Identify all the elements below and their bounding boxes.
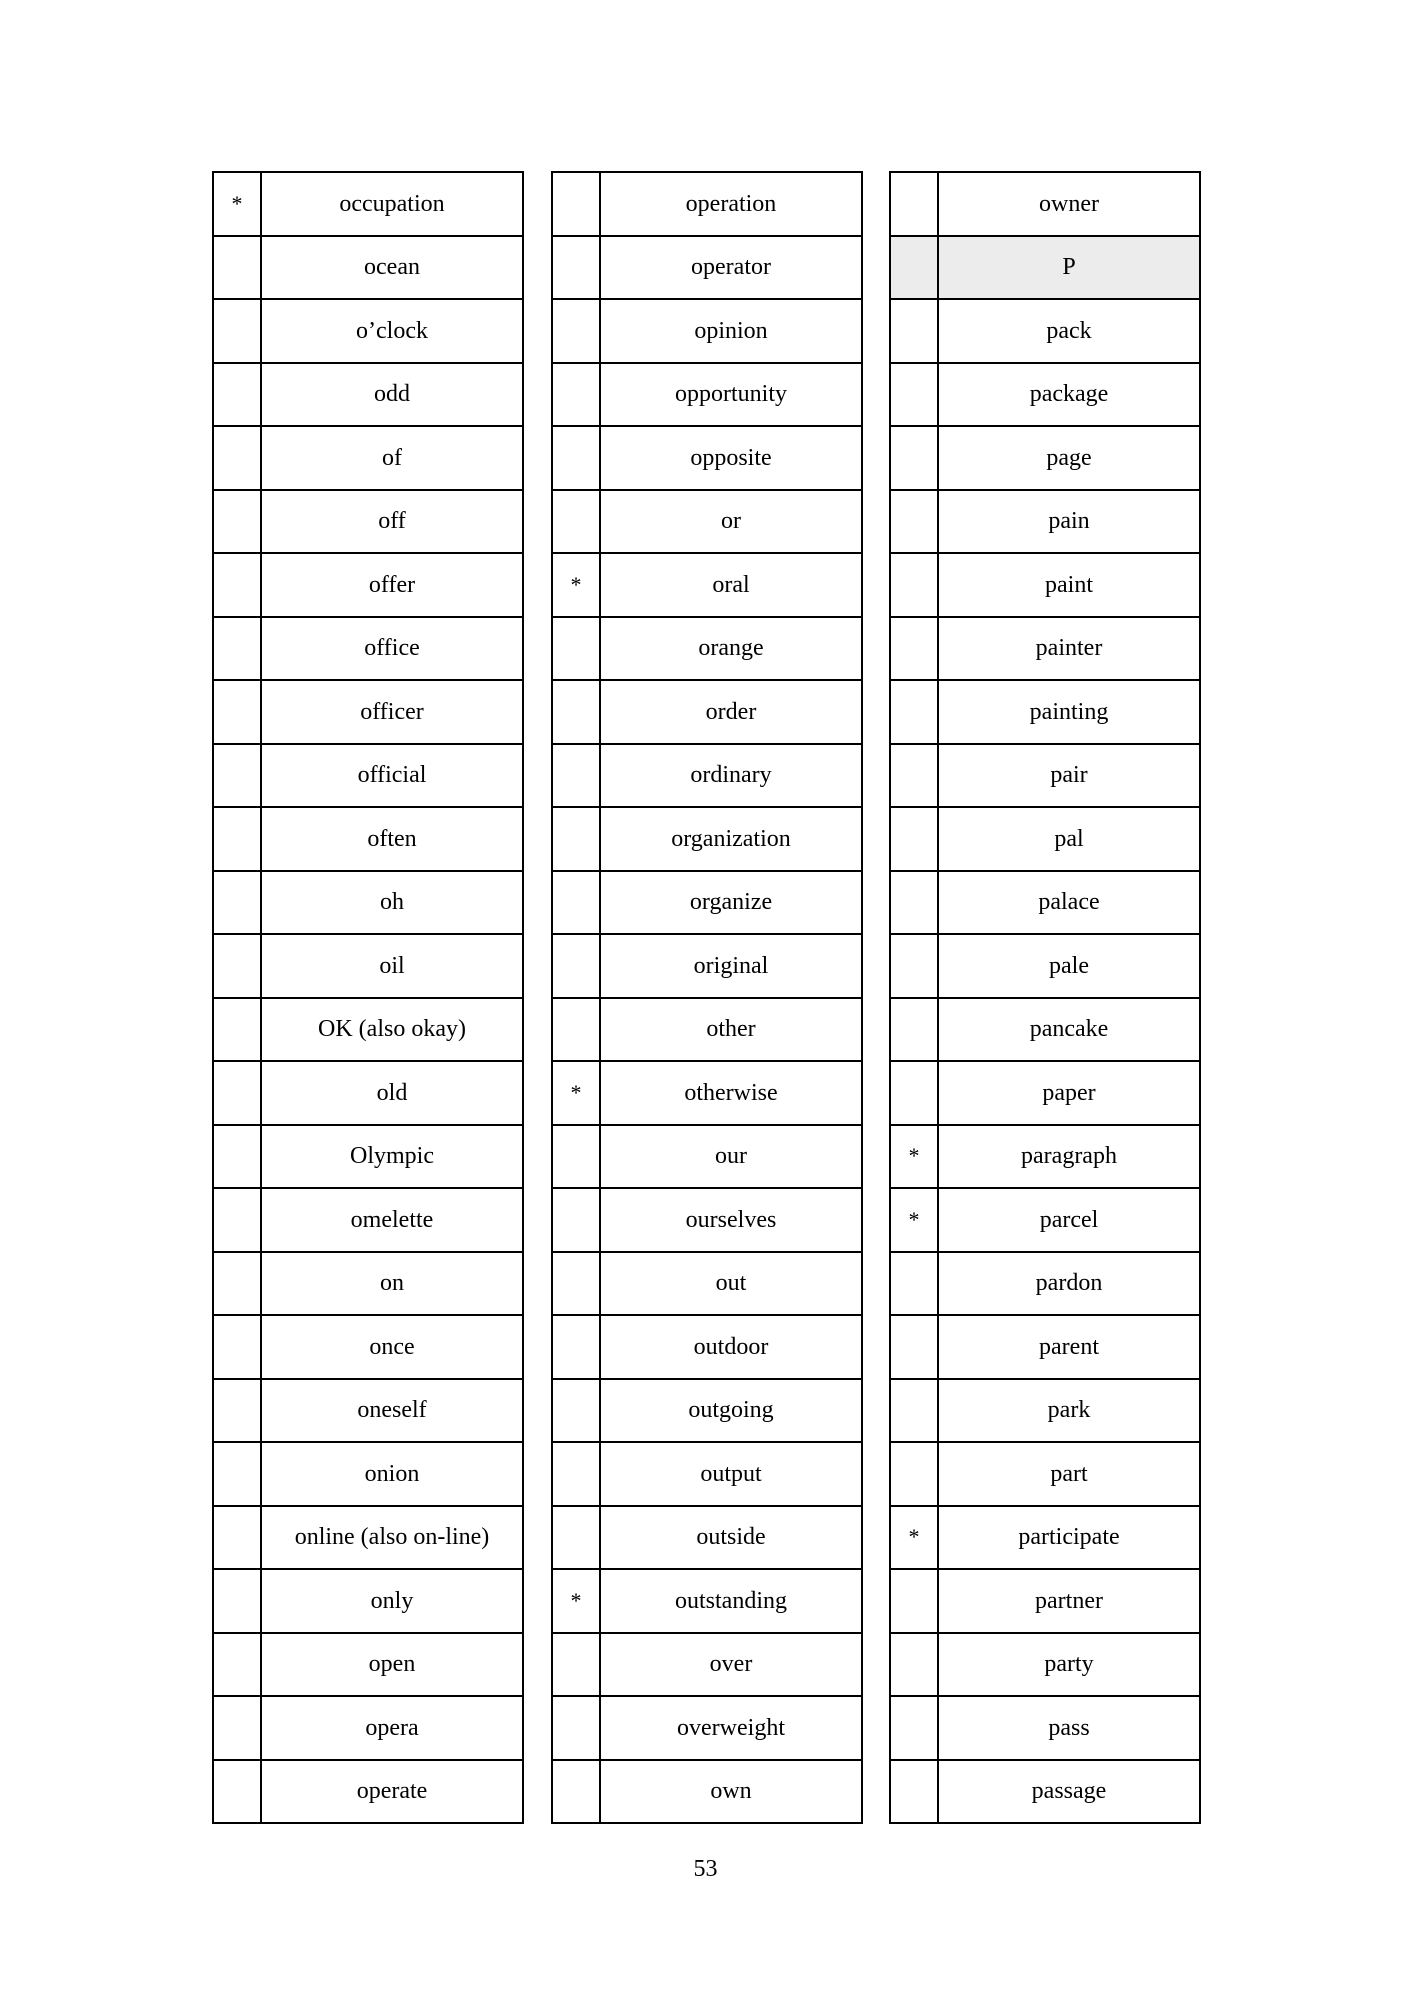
asterisk-mark-cell	[213, 1633, 261, 1697]
word-row	[890, 1315, 1200, 1379]
asterisk-mark-cell	[213, 680, 261, 744]
word-cell: ourselves	[600, 1188, 862, 1252]
word-row	[552, 934, 862, 998]
word-row	[552, 744, 862, 808]
word-row	[552, 1061, 862, 1125]
word-row	[213, 553, 523, 617]
asterisk-mark-cell	[552, 426, 600, 490]
word-cell: opposite	[600, 426, 862, 490]
asterisk-mark-cell	[213, 1125, 261, 1189]
word-row	[552, 871, 862, 935]
word-cell: outdoor	[600, 1315, 862, 1379]
word-cell: outstanding	[600, 1569, 862, 1633]
word-row	[890, 299, 1200, 363]
asterisk-mark-cell	[213, 490, 261, 554]
word-row	[213, 680, 523, 744]
asterisk-mark-cell	[213, 1379, 261, 1443]
word-cell: package	[938, 363, 1200, 427]
word-cell: online (also on-line)	[261, 1506, 523, 1570]
word-row	[213, 1061, 523, 1125]
asterisk-mark-cell	[213, 1569, 261, 1633]
asterisk-mark-cell	[552, 1379, 600, 1443]
word-cell: operate	[261, 1760, 523, 1824]
asterisk-mark-cell: *	[552, 1569, 600, 1633]
word-row	[213, 1252, 523, 1316]
word-row	[890, 1061, 1200, 1125]
asterisk-mark-cell	[890, 1252, 938, 1316]
asterisk-mark-cell	[890, 807, 938, 871]
word-cell: opera	[261, 1696, 523, 1760]
word-row	[213, 617, 523, 681]
word-row	[890, 1125, 1200, 1189]
word-cell: on	[261, 1252, 523, 1316]
asterisk-mark-cell	[213, 1696, 261, 1760]
word-row	[552, 1188, 862, 1252]
word-cell: passage	[938, 1760, 1200, 1824]
word-row	[552, 299, 862, 363]
word-row	[552, 1125, 862, 1189]
asterisk-mark-cell	[890, 871, 938, 935]
word-row	[552, 1315, 862, 1379]
word-row	[890, 1188, 1200, 1252]
word-row	[890, 871, 1200, 935]
word-cell: ocean	[261, 236, 523, 300]
word-row	[552, 363, 862, 427]
word-row	[890, 807, 1200, 871]
asterisk-mark-cell	[890, 1569, 938, 1633]
word-cell: oneself	[261, 1379, 523, 1443]
word-cell: old	[261, 1061, 523, 1125]
asterisk-mark-cell	[552, 617, 600, 681]
word-row	[890, 1506, 1200, 1570]
word-row	[213, 744, 523, 808]
word-cell: official	[261, 744, 523, 808]
asterisk-mark-cell	[213, 299, 261, 363]
word-row	[890, 1696, 1200, 1760]
asterisk-mark-cell	[552, 236, 600, 300]
word-cell: oil	[261, 934, 523, 998]
word-cell: painter	[938, 617, 1200, 681]
word-row	[213, 1633, 523, 1697]
word-row	[213, 426, 523, 490]
word-row	[890, 1252, 1200, 1316]
word-row	[213, 299, 523, 363]
word-row	[552, 490, 862, 554]
word-cell: pal	[938, 807, 1200, 871]
word-row	[213, 236, 523, 300]
asterisk-mark-cell	[890, 490, 938, 554]
word-row	[213, 1442, 523, 1506]
asterisk-mark-cell	[552, 1633, 600, 1697]
asterisk-mark-cell: *	[213, 172, 261, 236]
asterisk-mark-cell	[890, 617, 938, 681]
word-cell: ordinary	[600, 744, 862, 808]
asterisk-mark-cell	[552, 680, 600, 744]
asterisk-mark-cell	[552, 299, 600, 363]
word-cell: part	[938, 1442, 1200, 1506]
asterisk-mark-cell	[552, 1760, 600, 1824]
asterisk-mark-cell: *	[890, 1125, 938, 1189]
word-row	[213, 1569, 523, 1633]
asterisk-mark-cell	[890, 553, 938, 617]
word-cell: often	[261, 807, 523, 871]
word-row	[213, 1379, 523, 1443]
asterisk-mark-cell	[890, 236, 938, 300]
word-list-column-3	[889, 171, 1201, 1824]
word-row	[890, 934, 1200, 998]
word-row	[890, 998, 1200, 1062]
word-row	[552, 617, 862, 681]
asterisk-mark-cell	[213, 744, 261, 808]
asterisk-mark-cell	[890, 934, 938, 998]
word-row	[213, 1125, 523, 1189]
word-cell: paragraph	[938, 1125, 1200, 1189]
asterisk-mark-cell	[552, 744, 600, 808]
word-cell: orange	[600, 617, 862, 681]
asterisk-mark-cell	[552, 363, 600, 427]
asterisk-mark-cell	[213, 1315, 261, 1379]
asterisk-mark-cell	[213, 236, 261, 300]
word-row	[552, 236, 862, 300]
word-row	[890, 1569, 1200, 1633]
word-cell: pack	[938, 299, 1200, 363]
word-cell: operator	[600, 236, 862, 300]
word-cell: party	[938, 1633, 1200, 1697]
asterisk-mark-cell	[890, 680, 938, 744]
asterisk-mark-cell	[552, 934, 600, 998]
word-row	[213, 172, 523, 236]
asterisk-mark-cell	[213, 998, 261, 1062]
word-cell: parcel	[938, 1188, 1200, 1252]
word-row	[890, 426, 1200, 490]
asterisk-mark-cell	[552, 1506, 600, 1570]
word-row	[552, 1760, 862, 1824]
word-row	[890, 744, 1200, 808]
word-cell: once	[261, 1315, 523, 1379]
word-row	[213, 934, 523, 998]
letter-heading-row	[890, 236, 1200, 300]
word-cell: Olympic	[261, 1125, 523, 1189]
word-cell: occupation	[261, 172, 523, 236]
asterisk-mark-cell	[552, 1696, 600, 1760]
word-row	[890, 172, 1200, 236]
word-cell: offer	[261, 553, 523, 617]
word-cell: oh	[261, 871, 523, 935]
word-cell: over	[600, 1633, 862, 1697]
word-cell: pair	[938, 744, 1200, 808]
word-cell: outgoing	[600, 1379, 862, 1443]
asterisk-mark-cell	[213, 1506, 261, 1570]
word-cell: open	[261, 1633, 523, 1697]
asterisk-mark-cell	[552, 871, 600, 935]
word-cell: pain	[938, 490, 1200, 554]
word-cell: organize	[600, 871, 862, 935]
word-row	[890, 1633, 1200, 1697]
word-cell: painting	[938, 680, 1200, 744]
word-row	[213, 1315, 523, 1379]
word-row	[552, 998, 862, 1062]
word-row	[213, 807, 523, 871]
asterisk-mark-cell	[552, 1315, 600, 1379]
asterisk-mark-cell	[890, 1379, 938, 1443]
word-cell: officer	[261, 680, 523, 744]
asterisk-mark-cell	[890, 998, 938, 1062]
word-cell: or	[600, 490, 862, 554]
asterisk-mark-cell	[213, 1252, 261, 1316]
word-row	[552, 1442, 862, 1506]
word-row	[213, 490, 523, 554]
word-cell: only	[261, 1569, 523, 1633]
asterisk-mark-cell	[552, 807, 600, 871]
word-row	[213, 1760, 523, 1824]
asterisk-mark-cell	[890, 1696, 938, 1760]
word-cell: opinion	[600, 299, 862, 363]
word-row	[213, 1188, 523, 1252]
word-cell: opportunity	[600, 363, 862, 427]
letter-heading-cell: P	[938, 236, 1200, 300]
asterisk-mark-cell	[890, 299, 938, 363]
word-row	[890, 617, 1200, 681]
word-row	[552, 1252, 862, 1316]
word-cell: organization	[600, 807, 862, 871]
asterisk-mark-cell: *	[552, 1061, 600, 1125]
asterisk-mark-cell	[213, 1442, 261, 1506]
word-cell: OK (also okay)	[261, 998, 523, 1062]
word-cell: output	[600, 1442, 862, 1506]
word-list-column-1	[212, 171, 524, 1824]
word-row	[890, 553, 1200, 617]
word-cell: operation	[600, 172, 862, 236]
word-cell: paint	[938, 553, 1200, 617]
asterisk-mark-cell	[213, 553, 261, 617]
word-row	[552, 553, 862, 617]
asterisk-mark-cell	[213, 426, 261, 490]
asterisk-mark-cell	[552, 1188, 600, 1252]
word-cell: partner	[938, 1569, 1200, 1633]
word-row	[552, 426, 862, 490]
word-cell: our	[600, 1125, 862, 1189]
word-cell: omelette	[261, 1188, 523, 1252]
asterisk-mark-cell	[213, 617, 261, 681]
word-cell: order	[600, 680, 862, 744]
asterisk-mark-cell	[213, 807, 261, 871]
asterisk-mark-cell	[552, 1125, 600, 1189]
page-number: 53	[693, 1856, 718, 1882]
asterisk-mark-cell	[890, 1760, 938, 1824]
asterisk-mark-cell	[890, 744, 938, 808]
word-cell: out	[600, 1252, 862, 1316]
word-row	[890, 680, 1200, 744]
word-row	[552, 680, 862, 744]
asterisk-mark-cell	[213, 1061, 261, 1125]
word-cell: oral	[600, 553, 862, 617]
word-cell: park	[938, 1379, 1200, 1443]
asterisk-mark-cell	[552, 1252, 600, 1316]
word-list-body	[890, 172, 1200, 1823]
asterisk-mark-cell	[213, 1188, 261, 1252]
word-cell: off	[261, 490, 523, 554]
word-list-body	[213, 172, 523, 1823]
asterisk-mark-cell	[213, 1760, 261, 1824]
word-cell: otherwise	[600, 1061, 862, 1125]
word-cell: pass	[938, 1696, 1200, 1760]
word-row	[552, 807, 862, 871]
word-list-column-2	[551, 171, 863, 1824]
word-cell: original	[600, 934, 862, 998]
asterisk-mark-cell	[890, 172, 938, 236]
asterisk-mark-cell	[213, 934, 261, 998]
asterisk-mark-cell	[552, 490, 600, 554]
word-cell: own	[600, 1760, 862, 1824]
word-cell: outside	[600, 1506, 862, 1570]
word-cell: pardon	[938, 1252, 1200, 1316]
word-cell: palace	[938, 871, 1200, 935]
asterisk-mark-cell	[213, 363, 261, 427]
asterisk-mark-cell	[890, 426, 938, 490]
word-row	[890, 1760, 1200, 1824]
asterisk-mark-cell	[890, 1633, 938, 1697]
word-cell: office	[261, 617, 523, 681]
asterisk-mark-cell	[213, 871, 261, 935]
word-cell: overweight	[600, 1696, 862, 1760]
word-cell: participate	[938, 1506, 1200, 1570]
word-row	[552, 172, 862, 236]
word-row	[213, 1506, 523, 1570]
asterisk-mark-cell	[890, 1442, 938, 1506]
word-cell: page	[938, 426, 1200, 490]
word-row	[552, 1633, 862, 1697]
asterisk-mark-cell: *	[890, 1188, 938, 1252]
word-cell: paper	[938, 1061, 1200, 1125]
word-row	[552, 1379, 862, 1443]
word-cell: owner	[938, 172, 1200, 236]
word-cell: other	[600, 998, 862, 1062]
word-row	[890, 490, 1200, 554]
word-row	[890, 363, 1200, 427]
word-cell: of	[261, 426, 523, 490]
word-cell: pale	[938, 934, 1200, 998]
word-row	[213, 871, 523, 935]
asterisk-mark-cell	[890, 1315, 938, 1379]
word-cell: odd	[261, 363, 523, 427]
word-row	[213, 998, 523, 1062]
asterisk-mark-cell	[552, 1442, 600, 1506]
word-list-body	[552, 172, 862, 1823]
word-row	[213, 1696, 523, 1760]
asterisk-mark-cell	[890, 1061, 938, 1125]
word-row	[552, 1506, 862, 1570]
word-cell: onion	[261, 1442, 523, 1506]
word-row	[890, 1379, 1200, 1443]
word-cell: parent	[938, 1315, 1200, 1379]
word-cell: o’clock	[261, 299, 523, 363]
word-row	[890, 1442, 1200, 1506]
asterisk-mark-cell	[552, 998, 600, 1062]
asterisk-mark-cell: *	[552, 553, 600, 617]
asterisk-mark-cell	[890, 363, 938, 427]
word-row	[552, 1696, 862, 1760]
word-row	[552, 1569, 862, 1633]
word-row	[213, 363, 523, 427]
asterisk-mark-cell: *	[890, 1506, 938, 1570]
word-cell: pancake	[938, 998, 1200, 1062]
asterisk-mark-cell	[552, 172, 600, 236]
